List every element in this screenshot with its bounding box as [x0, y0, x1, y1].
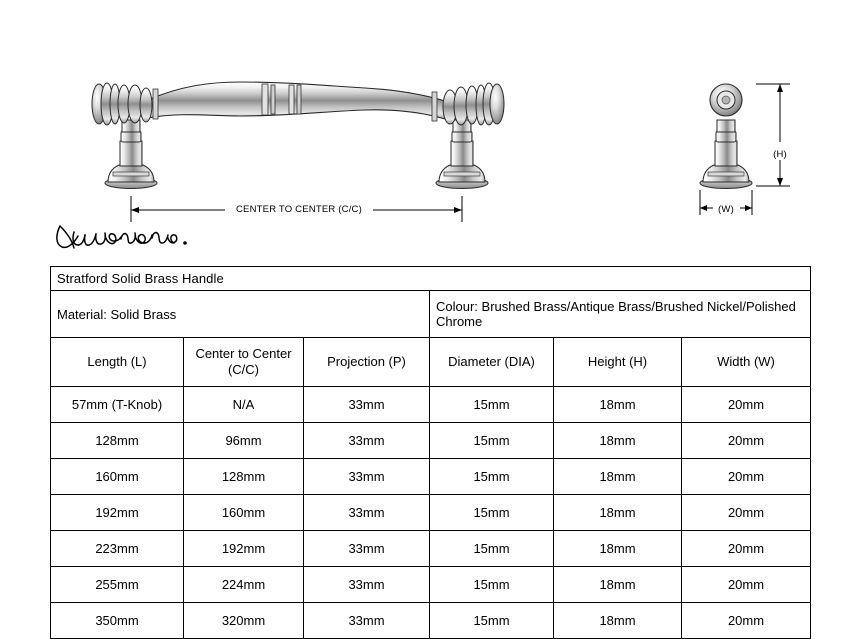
table-row — [51, 495, 811, 531]
specification-table-wrapper — [50, 266, 810, 639]
product-title: Stratford Solid Brass Handle — [51, 267, 811, 291]
brand-logo — [52, 222, 202, 256]
left-mounting-base — [105, 120, 157, 189]
cell-width: 20mm — [682, 423, 811, 459]
cell-projection: 33mm — [304, 459, 430, 495]
table-row — [51, 423, 811, 459]
cell-diameter: 15mm — [430, 495, 554, 531]
drawing-svg — [0, 0, 842, 260]
cell-projection: 33mm — [304, 531, 430, 567]
cell-diameter: 15mm — [430, 459, 554, 495]
colour-cell: Colour: Brushed Brass/Antique Brass/Brushed Nickel/Polished Chrome — [430, 291, 811, 338]
height-dimension-label: (H) — [773, 149, 787, 160]
cell-length: 192mm — [51, 495, 184, 531]
left-end-cap — [92, 83, 152, 125]
cell-width: 20mm — [682, 459, 811, 495]
center-to-center-dimension-label: CENTER TO CENTER (C/C) — [236, 204, 362, 215]
table-row — [51, 387, 811, 423]
cell-projection: 33mm — [304, 387, 430, 423]
cell-length: 350mm — [51, 603, 184, 639]
handle-bar — [148, 82, 445, 121]
cell-length: 57mm (T-Knob) — [51, 387, 184, 423]
cell-height: 18mm — [554, 459, 682, 495]
cell-height: 18mm — [554, 567, 682, 603]
cell-height: 18mm — [554, 531, 682, 567]
cell-width: 20mm — [682, 387, 811, 423]
column-header-center-to-center: Center to Center (C/C) — [184, 338, 304, 387]
column-header-width: Width (W) — [682, 338, 811, 387]
cell-height: 18mm — [554, 603, 682, 639]
right-mounting-base — [436, 120, 488, 189]
height-dimension — [756, 84, 790, 186]
cell-projection: 33mm — [304, 567, 430, 603]
table-row — [51, 567, 811, 603]
cell-length: 128mm — [51, 423, 184, 459]
cell-length: 223mm — [51, 531, 184, 567]
column-header-height: Height (H) — [554, 338, 682, 387]
right-end-cap — [443, 83, 504, 125]
column-header-length: Length (L) — [51, 338, 184, 387]
cell-cc: 320mm — [184, 603, 304, 639]
handle-technical-drawing — [0, 0, 842, 260]
cell-cc: N/A — [184, 387, 304, 423]
cell-length: 160mm — [51, 459, 184, 495]
cell-width: 20mm — [682, 531, 811, 567]
column-header-projection: Projection (P) — [304, 338, 430, 387]
cell-height: 18mm — [554, 423, 682, 459]
cell-height: 18mm — [554, 387, 682, 423]
cell-diameter: 15mm — [430, 603, 554, 639]
cell-height: 18mm — [554, 495, 682, 531]
cell-cc: 224mm — [184, 567, 304, 603]
cell-width: 20mm — [682, 495, 811, 531]
table-row — [51, 459, 811, 495]
cell-diameter: 15mm — [430, 387, 554, 423]
cell-cc: 160mm — [184, 495, 304, 531]
handle-side-view — [700, 84, 752, 189]
width-dimension-label: (W) — [718, 204, 734, 215]
brand-logo-script-icon — [52, 222, 202, 256]
material-cell: Material: Solid Brass — [51, 291, 430, 338]
handle-front-view — [92, 82, 504, 189]
cell-projection: 33mm — [304, 423, 430, 459]
table-row — [51, 603, 811, 639]
specification-table — [50, 266, 811, 639]
cell-projection: 33mm — [304, 603, 430, 639]
cell-diameter: 15mm — [430, 531, 554, 567]
cell-cc: 128mm — [184, 459, 304, 495]
table-row — [51, 531, 811, 567]
cell-diameter: 15mm — [430, 567, 554, 603]
cell-length: 255mm — [51, 567, 184, 603]
cell-width: 20mm — [682, 603, 811, 639]
cell-cc: 192mm — [184, 531, 304, 567]
table-row-material-colour — [51, 291, 811, 338]
cell-diameter: 15mm — [430, 423, 554, 459]
cell-cc: 96mm — [184, 423, 304, 459]
cell-width: 20mm — [682, 567, 811, 603]
table-row-title — [51, 267, 811, 291]
cell-projection: 33mm — [304, 495, 430, 531]
column-header-diameter: Diameter (DIA) — [430, 338, 554, 387]
table-header-row — [51, 338, 811, 387]
